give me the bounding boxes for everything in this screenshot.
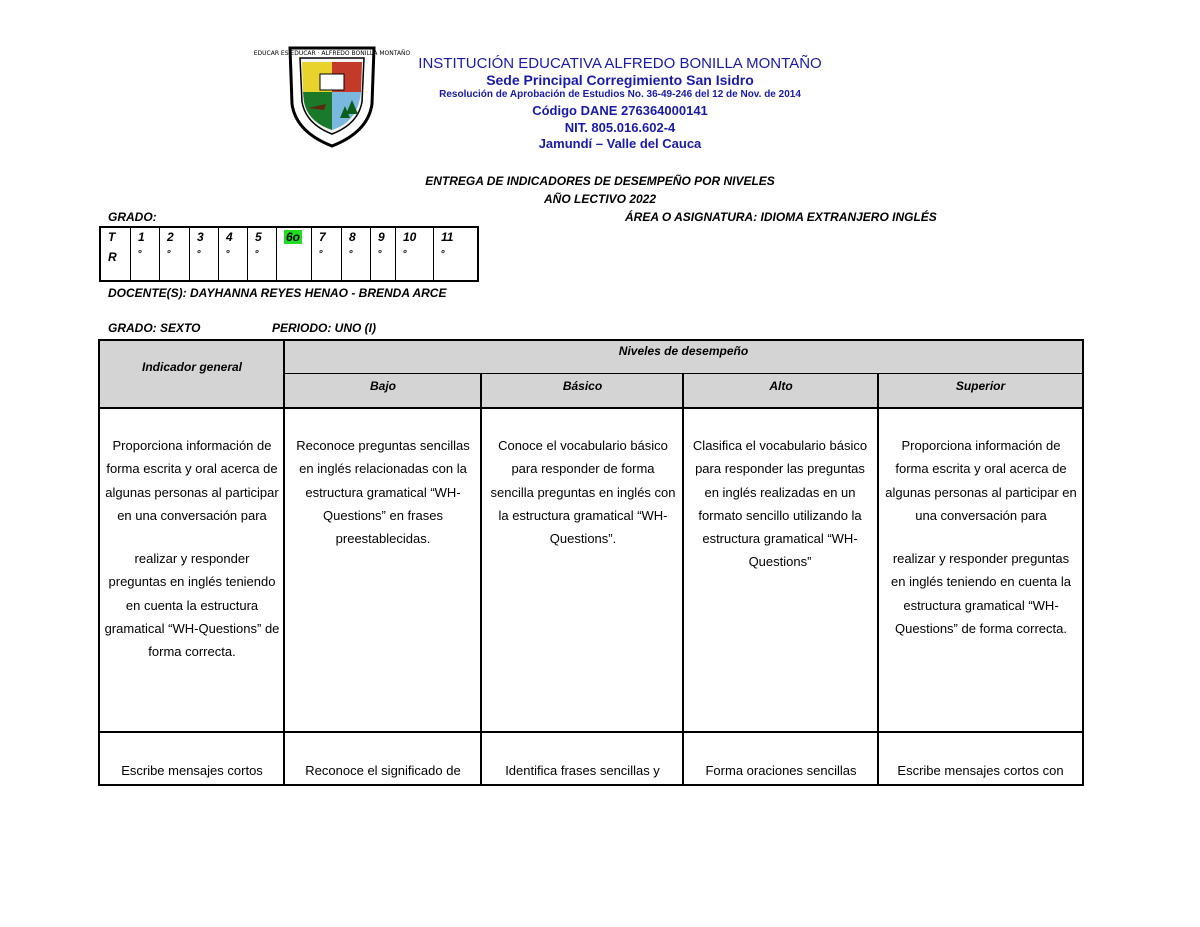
grid-line: [877, 374, 879, 784]
grade-cell: 10 º: [396, 228, 434, 280]
document-title: ENTREGA DE INDICADORES DE DESEMPEÑO POR NIVELES: [425, 174, 775, 188]
logo-lettering: EDUCAR ES EDUCAR · ALFREDO BONILLA MONTAÑO: [253, 50, 411, 57]
bajo-indicator-2: Reconoce el significado de: [305, 763, 461, 778]
indicator-header: Indicador general: [141, 360, 243, 374]
grade-value: GRADO: SEXTO: [108, 321, 201, 335]
level-superior: Superior: [955, 379, 1006, 393]
grade-cell: 2 º: [160, 228, 190, 280]
grade-cell: T R: [101, 228, 131, 280]
superior-indicator-2: Escribe mensajes cortos con: [897, 763, 1064, 778]
school-year: AÑO LECTIVO 2022: [543, 192, 657, 206]
period-value: PERIODO: UNO (I): [272, 321, 376, 335]
level-alto: Alto: [769, 379, 793, 393]
nit-line: NIT. 805.016.602-4: [564, 120, 676, 135]
grade-cell: 8 º: [342, 228, 371, 280]
general-indicator-1: Proporciona información de forma escrita y oral acerca de algunas personas al participar en una conversación para realizar y responder preguntas en inglés teniendo en cuenta la estructura gramatical “WH-Questions” de forma correcta.: [104, 438, 280, 660]
institution-name: INSTITUCIÓN EDUCATIVA ALFREDO BONILLA MONTAÑO: [418, 55, 822, 72]
alto-indicator-2: Forma oraciones sencillas: [705, 763, 857, 778]
grade-cell: 3 º: [190, 228, 219, 280]
grid-line: [480, 374, 482, 784]
basico-indicator-1: Conoce el vocabulario básico para responder de forma sencilla preguntas en inglés con la estructura gramatical “WH-Questions”.: [490, 438, 676, 547]
level-basico: Básico: [562, 379, 603, 393]
indicator-header-bg: [100, 341, 284, 408]
levels-header: Niveles de desempeño: [618, 344, 749, 358]
superior-indicator-1: Proporciona información de forma escrita y oral acerca de algunas personas al participar en una conversación para realizar y responder preguntas en inglés teniendo en cuenta la estructura gramatical “WH-Questions” de forma correcta.: [885, 438, 1077, 637]
grid-line: [682, 374, 684, 784]
grade-cell: 5 º: [248, 228, 277, 280]
grid-line: [100, 407, 1082, 409]
grid-line: [284, 373, 1082, 374]
performance-table: [98, 339, 1084, 786]
sede-line: Sede Principal Corregimiento San Isidro: [486, 72, 754, 88]
city-line: Jamundí – Valle del Cauca: [538, 136, 702, 151]
grade-cell-selected: 6o: [277, 228, 312, 280]
resolution-line: Resolución de Aprobación de Estudios No. 36-49-246 del 12 de Nov. de 2014: [439, 89, 801, 100]
grade-selector: [99, 226, 479, 282]
grade-cell: 11 º: [441, 230, 454, 258]
subject-area: ÁREA O ASIGNATURA: IDIOMA EXTRANJERO INGLÉS: [625, 210, 937, 224]
alto-indicator-1: Clasifica el vocabulario básico para responder las preguntas en inglés realizadas en un formato sencillo utilizando la estructura gramatical “WH-Questions”: [692, 438, 868, 570]
basico-indicator-2: Identifica frases sencillas y: [505, 763, 660, 778]
institution-logo: [253, 44, 411, 148]
grade-cell: 4 º: [219, 228, 248, 280]
grade-cell: 9 º: [371, 228, 396, 280]
grid-line: [100, 731, 1082, 733]
dane-code: Código DANE 276364000141: [532, 103, 708, 118]
bajo-indicator-1: Reconoce preguntas sencillas en inglés relacionadas con la estructura gramatical “WH-Questions” en frases preestablecidas.: [296, 438, 470, 547]
grade-cell: 7 º: [312, 228, 342, 280]
level-bajo: Bajo: [369, 379, 396, 393]
grado-label: GRADO:: [108, 210, 157, 224]
general-indicator-2: Escribe mensajes cortos: [121, 763, 263, 778]
teachers-line: DOCENTE(S): DAYHANNA REYES HENAO - BRENDA ARCE: [108, 286, 447, 300]
grade-cell: 1 º: [131, 228, 160, 280]
